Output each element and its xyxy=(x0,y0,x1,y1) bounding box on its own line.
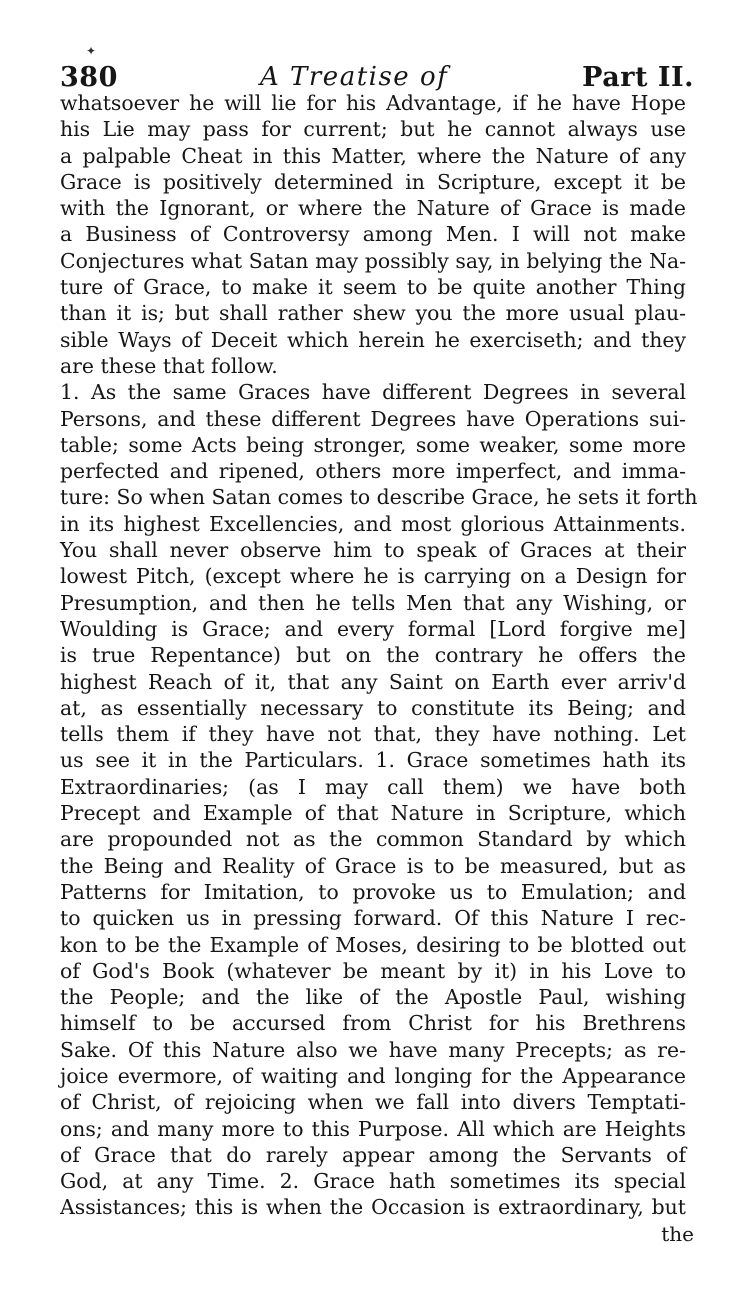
text-line: You shall never observe him to speak of Graces at their xyxy=(60,538,686,563)
text-line: the Being and Reality of Grace is to be measured, but as xyxy=(60,853,686,878)
text-line: table; some Acts being stronger, some weaker, some more xyxy=(60,432,686,457)
text-line: the People; and the like of the Apostle Paul, wishing xyxy=(60,985,686,1010)
printer-mark: ✦ xyxy=(86,44,97,58)
page-header xyxy=(60,62,694,102)
text-line: lowest Pitch, (except where he is carrying on a Design for xyxy=(60,564,686,589)
text-line: Persons, and these different Degrees have Operations sui- xyxy=(60,406,686,431)
text-line: Presumption, and then he tells Men that any Wishing, or xyxy=(60,590,686,615)
text-line: tells them if they have not that, they have nothing. Let xyxy=(60,722,686,747)
text-line: his Lie may pass for current; but he cannot always use xyxy=(60,117,686,142)
text-line: himself to be accursed from Christ for his Brethrens xyxy=(60,1011,686,1036)
text-line: to quicken us in pressing forward. Of this Nature I rec- xyxy=(60,906,686,931)
text-line: highest Reach of it, that any Saint on Earth ever arriv'd xyxy=(60,669,686,694)
text-line: Sake. Of this Nature also we have many Precepts; as re- xyxy=(60,1037,686,1062)
text-line: Conjectures what Satan may possibly say, in belying the Na- xyxy=(60,248,686,273)
text-line: is true Repentance) but on the contrary he offers the xyxy=(60,643,686,668)
text-line: joice evermore, of waiting and longing for the Appearance xyxy=(60,1063,686,1088)
text-line: a palpable Cheat in this Matter, where the Nature of any xyxy=(60,143,686,168)
running-title: A Treatise of xyxy=(260,62,449,92)
text-line: Extraordinaries; (as I may call them) we have both xyxy=(60,774,686,799)
text-line: are propounded not as the common Standard by which xyxy=(60,827,686,852)
text-line: 1. As the same Graces have different Degrees in several xyxy=(60,380,686,405)
text-line: of God's Book (whatever be meant by it) in his Love to xyxy=(60,958,686,983)
text-line: kon to be the Example of Moses, desiring to be blotted out xyxy=(60,932,686,957)
text-line: Woulding is Grace; and every formal [Lord forgive me] xyxy=(60,616,686,641)
text-line: ons; and many more to this Purpose. All which are Heights xyxy=(60,1116,686,1141)
text-line: at, as essentially necessary to constitute its Being; and xyxy=(60,695,686,720)
text-line: whatsoever he will lie for his Advantage, if he have Hope xyxy=(60,91,686,115)
text-line: Precept and Example of that Nature in Scripture, which xyxy=(60,801,686,826)
text-line: in its highest Excellencies, and most glorious Attainments. xyxy=(60,511,686,536)
text-line: with the Ignorant, or where the Nature of Grace is made xyxy=(60,196,686,221)
text-line: God, at any Time. 2. Grace hath sometimes its special xyxy=(60,1169,686,1194)
text-line: Assistances; this is when the Occasion is extraordinary, but xyxy=(60,1195,686,1220)
body-text xyxy=(60,90,698,1221)
text-line: are these that follow. xyxy=(60,353,278,378)
text-line: perfected and ripened, others more imperfect, and imma- xyxy=(60,459,686,484)
text-line: of Christ, of rejoicing when we fall into divers Temptati- xyxy=(60,1090,686,1115)
text-line: Patterns for Imitation, to provoke us to Emulation; and xyxy=(60,879,686,904)
text-line: a Business of Controversy among Men. I will not make xyxy=(60,222,686,247)
part-label: Part II. xyxy=(582,62,694,93)
catchword: the xyxy=(661,1221,694,1246)
book-page xyxy=(60,62,698,1247)
page-number: 380 xyxy=(60,62,118,93)
text-line: of Grace that do rarely appear among the Servants of xyxy=(60,1142,686,1167)
text-line: than it is; but shall rather shew you the more usual plau- xyxy=(60,301,686,326)
text-line: ture of Grace, to make it seem to be quite another Thing xyxy=(60,275,686,300)
text-line: ture: So when Satan comes to describe Grace, he sets it forth xyxy=(60,485,698,510)
text-line: Grace is positively determined in Scripture, except it be xyxy=(60,169,686,194)
text-line: us see it in the Particulars. 1. Grace sometimes hath its xyxy=(60,748,686,773)
text-line: sible Ways of Deceit which herein he exerciseth; and they xyxy=(60,327,686,352)
